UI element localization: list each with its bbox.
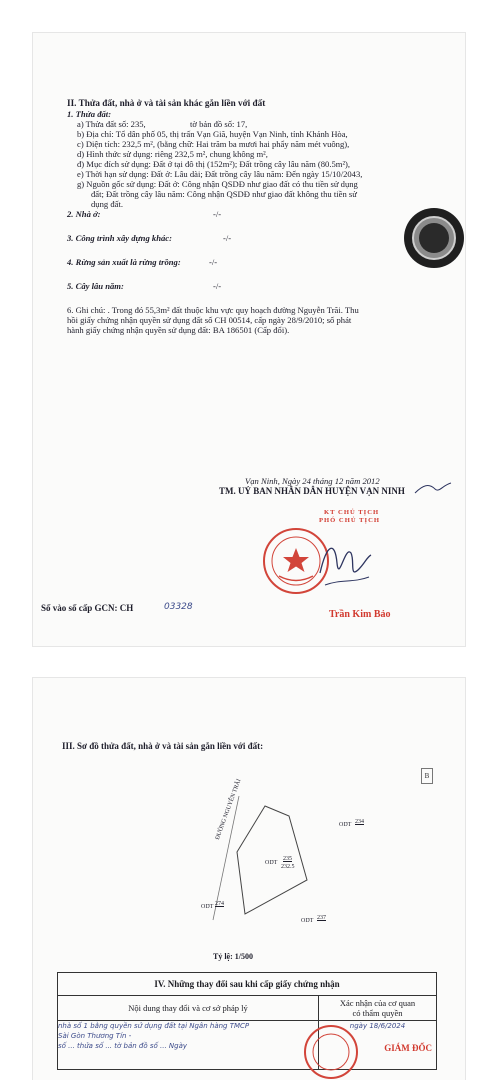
note-line-2: hồi giấy chứng nhận quyền sử dụng đất số CH 00514, cấp ngày 28/9/2010; số phát — [67, 315, 352, 325]
origin-line-1: g) Nguồn gốc sử dụng: Đất ở: Công nhận QSDĐ như giao đất có thu tiền sử dụng — [77, 179, 358, 189]
confirmation-header-line-2: có thẩm quyền — [352, 1008, 403, 1018]
confirmation-column-header — [319, 996, 437, 1021]
construction-value: -/- — [223, 233, 232, 243]
parcel-map — [193, 796, 333, 926]
confirmation-seal-icon — [301, 1022, 361, 1080]
registry-number-value: 03328 — [164, 602, 193, 612]
section-4-title: IV. Những thay đổi sau khi cấp giấy chứng nhận — [58, 973, 437, 996]
north-label: B — [424, 772, 430, 780]
map-scale: Tỷ lệ: 1/500 — [213, 952, 253, 961]
changes-table — [57, 972, 437, 1070]
forest-value: -/- — [209, 257, 218, 267]
construction-label: 3. Công trình xây dựng khác: — [67, 233, 172, 243]
parcel-number: a) Thửa đất số: 235, — [77, 119, 146, 129]
authority-pen-mark-icon — [413, 479, 453, 501]
origin-line-2: đất; Đất trồng cây lâu năm: Công nhận QSDĐ như giao đất không thu tiền sử — [91, 189, 357, 199]
area-line: c) Diện tích: 232,5 m², (bằng chữ: Hai trăm ba mươi hai phẩy năm mét vuông), — [77, 139, 350, 149]
parcel-center-odt: ODT — [265, 860, 278, 866]
handwritten-line-2: Sài Gòn Thương Tín - — [58, 1032, 132, 1040]
usage-form-line: d) Hình thức sử dụng: riêng 232,5 m², chung không m², — [77, 149, 268, 159]
director-title: GIÁM ĐỐC — [384, 1043, 432, 1053]
parcel-top-odt: ODT — [339, 822, 352, 828]
signer-name: Trần Kim Bảo — [329, 609, 391, 620]
signing-date: Vạn Ninh, Ngày 24 tháng 12 năm 2012 — [245, 476, 380, 486]
parcel-bottom-odt: ODT — [301, 918, 314, 924]
origin-line-3: dụng đất. — [91, 199, 123, 209]
usage-purpose-line: đ) Mục đích sử dụng: Đất ở tại đô thị (152m²); Đất trồng cây lâu năm (80.5m²), — [77, 159, 351, 169]
certificate-page-2 — [33, 678, 465, 1080]
record-button[interactable] — [404, 208, 464, 268]
signature-icon — [315, 533, 375, 593]
forest-label: 4. Rừng sản xuất là rừng trồng: — [67, 257, 181, 267]
road-label: ĐƯỜNG NGUYỄN TRÃI — [214, 778, 243, 841]
vice-chair-role-2: PHÓ CHỦ TỊCH — [319, 517, 380, 524]
issuing-authority: TM. UỶ BAN NHÂN DÂN HUYỆN VẠN NINH — [219, 486, 405, 496]
changes-column-header: Nội dung thay đổi và cơ sở pháp lý — [58, 996, 319, 1021]
note-line-1: 6. Ghi chú: . Trong đó 55,3m² đất thuộc khu vực quy hoạch đường Nguyễn Trãi. Thu — [67, 305, 359, 315]
confirmation-header-line-1: Xác nhận của cơ quan — [339, 998, 416, 1008]
section-3-title: III. Sơ đồ thửa đất, nhà ở và tài sản gắn liền với đất: — [62, 741, 264, 751]
usage-term-line: e) Thời hạn sử dụng: Đất ở: Lâu dài; Đất trồng cây lâu năm: Đến ngày 15/10/2043, — [77, 169, 363, 179]
parcel-bottom-number: 237 — [317, 915, 326, 921]
perennial-trees-label: 5. Cây lâu năm: — [67, 281, 124, 291]
note-line-3: hành giấy chứng nhận quyền sử dụng đất: BA 186501 (Cấp đổi). — [67, 325, 290, 335]
land-parcel-heading: 1. Thửa đất: — [67, 109, 112, 119]
parcel-left-odt: ODT — [201, 904, 214, 910]
address-line: b) Địa chỉ: Tổ dân phố 05, thị trấn Vạn Giã, huyện Vạn Ninh, tỉnh Khánh Hòa, — [77, 129, 348, 139]
parcel-top-number: 234 — [355, 819, 364, 825]
record-button-core-icon — [419, 223, 449, 253]
handwritten-line-1: nhà số 1 bằng quyền sử dụng đất tại Ngân hàng TMCP — [58, 1022, 250, 1030]
parcel-center-area: 232.5 — [281, 864, 295, 870]
perennial-trees-value: -/- — [213, 281, 222, 291]
registry-number-label: Số vào số cấp GCN: CH — [41, 603, 134, 613]
north-arrow-icon — [421, 768, 433, 784]
handwritten-line-3: số ... thửa số ... tờ bản đồ số ... Ngày — [58, 1042, 188, 1050]
changes-row-content — [58, 1021, 319, 1070]
section-2-title: II. Thửa đất, nhà ở và tài sản khác gắn liền với đất — [67, 98, 266, 108]
confirmation-date: ngày 18/6/2024 — [349, 1022, 406, 1030]
vice-chair-role-1: KT CHỦ TỊCH — [324, 509, 380, 516]
parcel-center-number: 235 — [283, 856, 292, 862]
parcel-left-number: 274 — [215, 901, 224, 907]
house-label: 2. Nhà ở: — [67, 209, 101, 219]
house-value: -/- — [213, 209, 222, 219]
certificate-page-1 — [33, 33, 465, 646]
map-sheet-number: tờ bản đồ số: 17, — [190, 119, 248, 129]
